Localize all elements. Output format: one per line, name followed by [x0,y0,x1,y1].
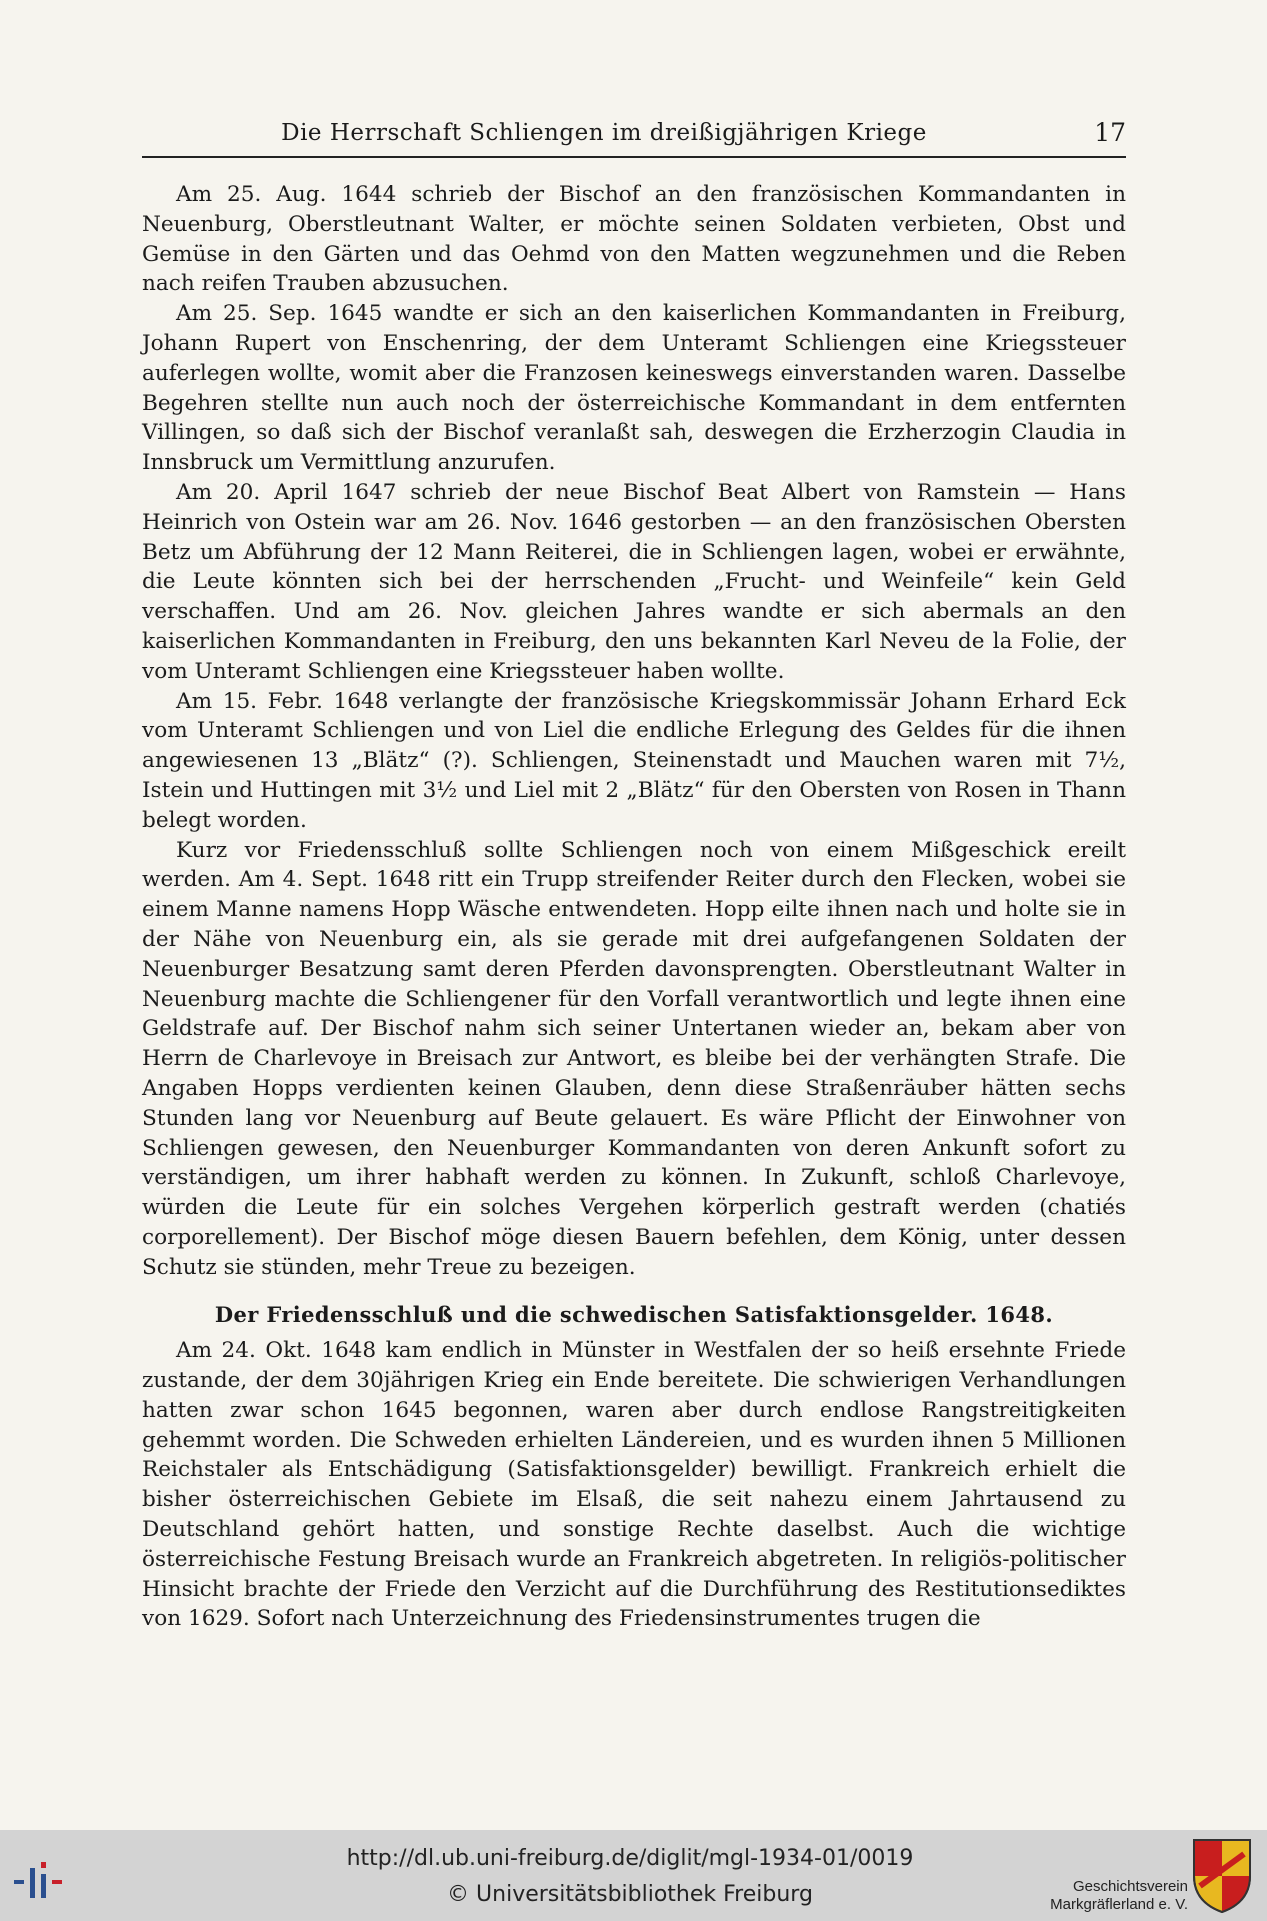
digital-library-logo-icon[interactable] [12,1860,78,1904]
copyright-notice: © Universitätsbibliothek Freiburg [447,1882,813,1907]
coat-of-arms-icon [1190,1836,1254,1914]
paragraph: Kurz vor Friedensschluß sollte Schliengen noch von einem Mißgeschick ereilt werden. Am 4. Sept. 1648 ritt ein Trupp streifender Reiter durch den Flecken, wobei sie einem Manne namens Hopp Wäsche entwendeten. Hopp eilte ihnen nach und holte sie in der Nähe von Neuenburg ein, als sie gerade mit drei aufgefangenen Soldaten der Neuenburger Besatzung samt deren Pferden davonsprengten. Oberstleutnant Walter in Neuenburg machte die Schliengener für den Vorfall verantwortlich und legte ihnen eine Geldstrafe auf. Der Bischof nahm sich seiner Untertanen wieder an, bekam aber von Herrn de Charlevoye in Breisach zur Antwort, es bleibe bei der verhängten Strafe. Die Angaben Hopps verdienten keinen Glauben, denn diese Straßenräuber hätten sechs Stunden lang vor Neuenburg auf Beute gelauert. Es wäre Pflicht der Einwohner von Schliengen gewesen, den Neuenburger Kommandanten von deren Ankunft sofort zu verständigen, um ihrer habhaft werden zu können. In Zukunft, schloß Charlevoye, würden die Leute für ein solches Vergehen körperlich gestraft werden (chatiés corporellement). Der Bischof möge diesen Bauern befehlen, dem König, unter dessen Schutz sie stünden, mehr Treue zu bezeigen. [142,837,1126,1280]
society-name [1008,1878,1188,1914]
viewer-footer [0,1830,1267,1921]
running-title: Die Herrschaft Schliengen im dreißigjährigen Kriege [281,120,927,146]
page-number: 17 [1094,118,1126,147]
paragraph: Am 25. Aug. 1644 schrieb der Bischof an den französischen Kommandanten in Neuenburg, Oberstleutnant Walter, er möchte seinen Soldaten verbieten, Obst und Gemüse in den Gärten und das Oehmd von den Matten wegzunehmen und die Reben nach reifen Trauben abzusuchen. [142,182,1126,297]
permalink-url[interactable]: http://dl.ub.uni-freiburg.de/diglit/mgl-1934-01/0019 [346,1846,914,1871]
society-line-2: Markgräflerland e. V. [1050,1896,1188,1913]
society-line-1: Geschichtsverein [1072,1878,1188,1895]
page-header [142,118,1126,158]
paragraph: Am 20. April 1647 schrieb der neue Bischof Beat Albert von Ramstein — Hans Heinrich von Ostein war am 26. Nov. 1646 gestorben — an den französischen Obersten Betz um Abführung der 12 Mann Reiterei, die in Schliengen lagen, wobei er erwähnte, die Leute könnten sich bei der herrschenden „Frucht- und Weinfeile“ kein Geld verschaffen. Und am 26. Nov. gleichen Jahres wandte er sich abermals an den kaiserlichen Kommandanten in Freiburg, den uns bekannten Karl Neveu de la Folie, der vom Unteramt Schliengen eine Kriegssteuer haben wollte. [142,479,1126,684]
paragraph: Am 24. Okt. 1648 kam endlich in Münster in Westfalen der so heiß ersehnte Friede zustande, der dem 30jährigen Krieg ein Ende bereitete. Die schwierigen Verhandlungen hatten zwar schon 1645 begonnen, waren aber durch endlose Rangstreitigkeiten gehemmt worden. Die Schweden erhielten Ländereien, und es wurden ihnen 5 Millionen Reichstaler als Entschädigung (Satisfaktionsgelder) bewilligt. Frankreich erhielt die bisher österreichischen Gebiete im Elsaß, die seit nahezu einem Jahrtausend zu Deutschland gehört hatten, und sonstige Rechte daselbst. Auch die wichtige österreichische Festung Breisach wurde an Frankreich abgetreten. In religiös-politischer Hinsicht brachte der Friede den Verzicht auf die Durchführung des Restitutionsediktes von 1629. Sofort nach Unterzeichnung des Friedensinstrumentes trugen die [142,1338,1126,1632]
section-heading: Der Friedensschluß und die schwedischen Satisfaktionsgelder. 1648. [214,1302,1054,1328]
paragraph: Am 15. Febr. 1648 verlangte der französische Kriegskommissär Johann Erhard Eck vom Unteramt Schliengen und von Liel die endliche Erlegung des Geldes für die ihnen angewiesenen 13 „Blätz“ (?). Schliengen, Steinenstadt und Mauchen waren mit 7½, Istein und Huttingen mit 3½ und Liel mit 2 „Blätz“ für den Obersten von Rosen in Thann belegt worden. [142,688,1126,833]
paragraph: Am 25. Sep. 1645 wandte er sich an den kaiserlichen Kommandanten in Freiburg, Johann Rupert von Enschenring, der dem Unteramt Schliengen eine Kriegssteuer auferlegen wollte, womit aber die Franzosen keineswegs einverstanden waren. Dasselbe Begehren stellte nun auch noch der österreichische Kommandant in dem entfernten Villingen, so daß sich der Bischof veranlaßt sah, deswegen die Erzherzogin Claudia in Innsbruck um Vermittlung anzurufen. [142,301,1126,476]
page-body [142,180,1126,1634]
